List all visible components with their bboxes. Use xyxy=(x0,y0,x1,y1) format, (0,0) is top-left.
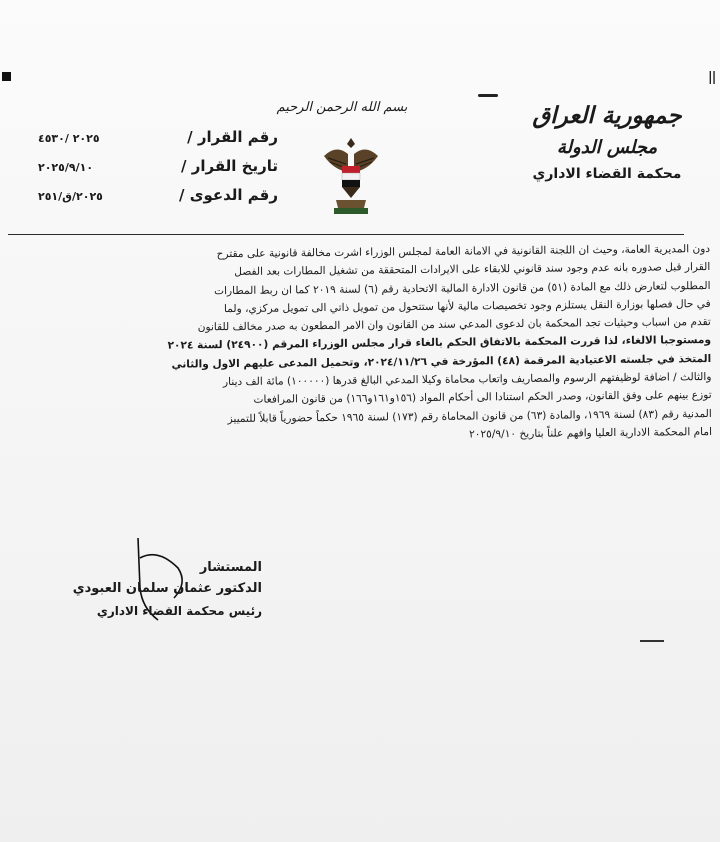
signer-name: الدكتور عثمان سلمان العبودي xyxy=(72,581,262,596)
ruling-line: ومستوجبا الالغاء، لذا قررت المحكمة بالاتفاق الحكم بالغاء قرار مجلس الوزراء المرقم (٢٤٩٠٠) لسنة ٢٠٢٤ xyxy=(167,334,712,353)
decision-date-label: تاريخ القرار / xyxy=(181,157,278,175)
body-line: المدنية رقم (٨٣) لسنة ١٩٦٩، والمادة (٦٣) من قانون المحاماة رقم (١٧٣) لسنة ١٩٦٥ حكماً حضورياً قابلاً للتمييز xyxy=(227,407,712,425)
body-line: توزع بينهم على وفق القانون، وصدر الحكم استنادا الى أحكام المواد (١٥٦و١٦١و١٦٦) من قانون المرافعات xyxy=(253,389,712,407)
eagle-emblem-icon xyxy=(318,128,384,220)
decision-date-row xyxy=(38,157,278,186)
pen-mark xyxy=(640,640,664,642)
body-line: والثالث / اضافة لوظيفتهم الرسوم والمصاريف واتعاب محاماة وكيلا المدعي البالغ قدرها (١٠٠٠٠٠) مائة الف دينار xyxy=(222,371,712,389)
header-divider xyxy=(8,234,684,235)
decision-number-row xyxy=(38,128,278,157)
pen-mark xyxy=(478,94,498,97)
body-line: امام المحكمة الادارية العليا وافهم علناً بتاريخ ٢٠٢٥/٩/١٠ xyxy=(469,425,713,441)
signer-title: المستشار xyxy=(199,560,262,575)
case-number-row xyxy=(38,186,278,215)
ruling-line: المتخذ في جلسته الاعتيادية المرقمة (٤٨) المؤرخة في ٢٠٢٤/١١/٢٦، وتحميل المدعى عليهم الاول والثاني xyxy=(171,352,712,371)
republic-title: جمهورية العراق xyxy=(532,102,682,129)
case-number-label: رقم الدعوى / xyxy=(179,186,278,204)
council-title: مجلس الدولة xyxy=(556,137,658,158)
court-title: محكمة القضاء الاداري xyxy=(532,166,682,182)
scan-edge-mark: ǀǀ xyxy=(708,70,716,85)
body-line: في حال فصلها بوزارة النقل يستلزم وجود تخصيصات مالية لأنها ستتحول من تمويل ذاتي الى تمويل مركزي، ولما xyxy=(223,297,711,315)
decision-number-value: ٢٠٢٥ /٤٥٣٠ xyxy=(38,132,100,145)
issuer-block xyxy=(512,102,702,182)
body-line: تقدم من اسباب وحيثيات تجد المحكمة بان لدعوى المدعي سند من القانون وان الامر المطعون به صدر مخالف للقانون xyxy=(197,316,711,334)
body-line: القرار قبل صدوره بانه عدم وجود سند قانوني للابقاء على الايرادات المتحققة من تشغيل المطارات بعد الفصل xyxy=(234,261,711,279)
case-number-value: ٢٠٢٥/ق/٢٥١ xyxy=(38,190,103,203)
basmala: بسم الله الرحمن الرحيم xyxy=(276,100,408,115)
decision-body xyxy=(30,240,712,448)
body-line: المطلوب لتعارض ذلك مع المادة (٥١) من قانون الادارة المالية الاتحادية رقم (٦) لسنة ٢٠١٩ كما ان ربط المطارات xyxy=(214,279,711,297)
scan-corner-mark xyxy=(2,72,11,81)
signer-role: رئيس محكمة القضاء الاداري xyxy=(96,604,262,618)
decision-meta xyxy=(38,128,278,215)
body-line: دون المديرية العامة، وحيث ان اللجنة القانونية في الامانة العامة لمجلس الوزراء اشرت مخالفة قانونية على مقترح xyxy=(216,242,711,261)
decision-number-label: رقم القرار / xyxy=(187,128,278,146)
signature-block xyxy=(52,560,262,618)
decision-date-value: ٢٠٢٥/٩/١٠ xyxy=(38,161,94,174)
